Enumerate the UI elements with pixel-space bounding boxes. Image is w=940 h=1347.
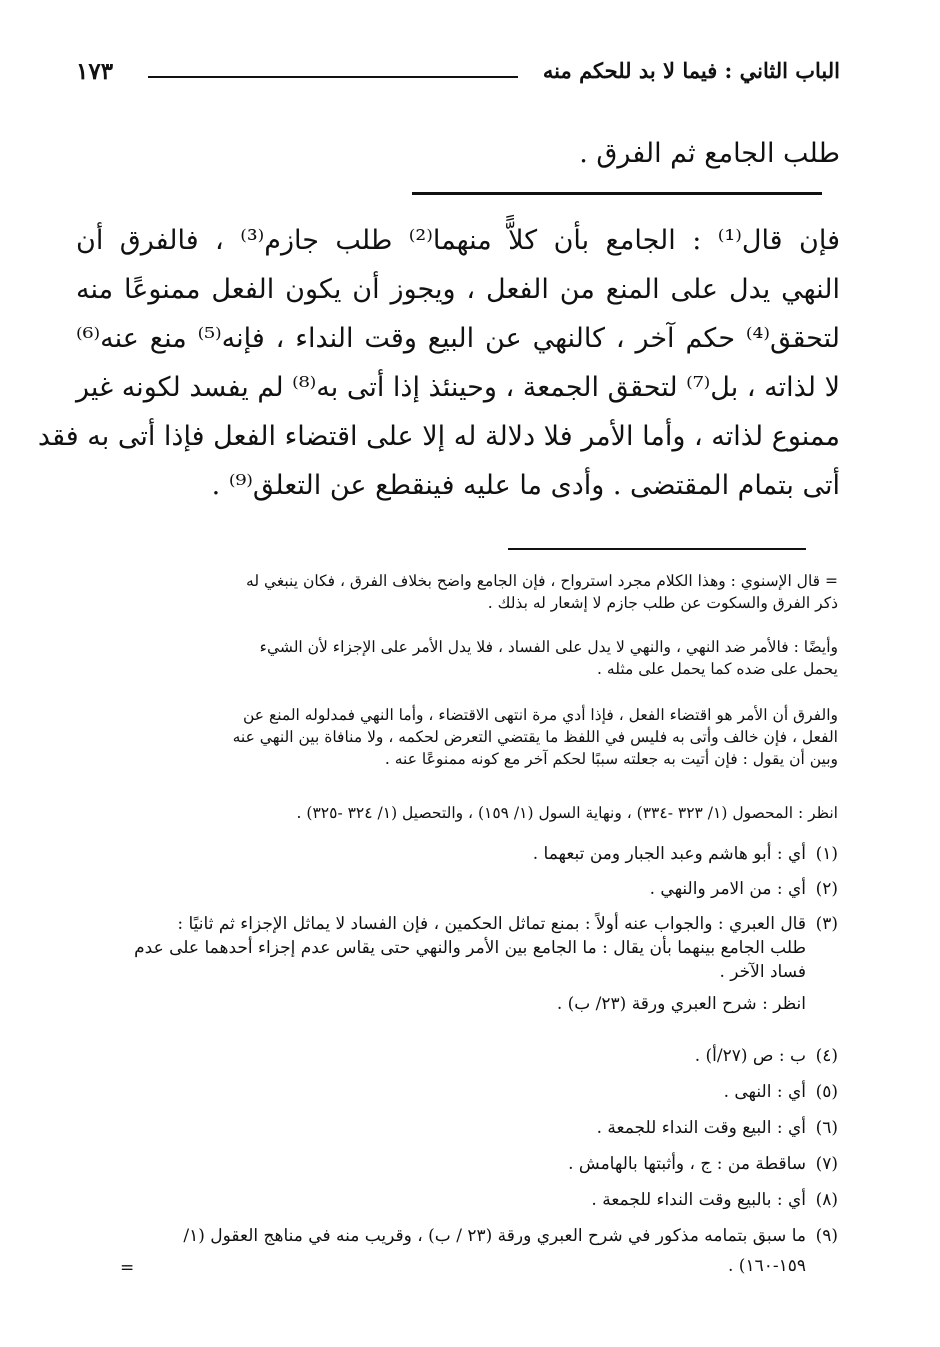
footnote-2	[78, 877, 838, 901]
previous-text-tail: طلب الجامع ثم الفرق .	[579, 138, 840, 169]
header-rule	[148, 76, 518, 78]
footnote-number: (٨)	[815, 1190, 838, 1210]
footnote-text: ساقطة من : ج ، وأثبتها بالهامش .	[568, 1154, 806, 1174]
main-paragraph	[37, 216, 840, 510]
continuation-mark: =	[120, 1258, 135, 1278]
footnote-line: ذكر الفرق والسكوت عن طلب جازم لا إشعار له بذلك .	[487, 594, 838, 612]
continued-footnote-1	[98, 570, 838, 614]
main-line: فإن قال⁽¹⁾ : الجامع بأن كلاًّ منهما⁽²⁾ طلب جازم⁽³⁾ ، فالفرق أن	[76, 225, 840, 256]
footnote-number: (٥)	[815, 1082, 838, 1102]
footnote-separator	[508, 548, 806, 550]
footnote-5	[78, 1080, 838, 1104]
footnote-3	[78, 912, 838, 1016]
footnote-line: انظر : المحصول (١/ ٣٢٣ -٣٣٤) ، ونهاية السول (١/ ١٥٩) ، والتحصيل (١/ ٣٢٤ -٣٢٥) .	[296, 804, 838, 822]
footnote-text: أي : أبو هاشم وعبد الجبار ومن تبعهما .	[532, 844, 806, 864]
footnote-number: (٧)	[815, 1154, 838, 1174]
main-line: لا لذاته ، بل⁽⁷⁾ لتحقق الجمعة ، وحينئذ إذا أتى به⁽⁸⁾ لم يفسد لكونه غير	[75, 372, 840, 403]
footnote-line: = قال الإسنوي : وهذا الكلام مجرد استرواح ، فإن الجامع واضح بخلاف الفرق ، فكان ينبغي له	[246, 572, 838, 590]
footnote-line: يحمل على ضده كما يحمل على مثله .	[597, 660, 838, 678]
footnote-number: (٦)	[815, 1118, 838, 1138]
footnote-number: (٢)	[815, 879, 838, 899]
footnote-line: الفعل ، فإن خالف وأتى به فليس في اللفظ ما يقتضي التعرض لحكمه ، ولا منافاة بين النهي عنه	[232, 728, 838, 746]
main-line: لتحقق⁽⁴⁾ حكم آخر ، كالنهي عن البيع وقت النداء ، فإنه⁽⁵⁾ منع عنه⁽⁶⁾	[76, 323, 840, 354]
footnote-number: (٤)	[815, 1046, 838, 1066]
footnote-text: أي : البيع وقت النداء للجمعة .	[596, 1118, 806, 1138]
footnote-text: طلب الجامع بينهما بأن يقال : ما الجامع بين الأمر والنهي حتى يقاس عدم إجزاء أحدهما على عدم	[134, 938, 806, 958]
main-line: أتى بتمام المقتضى . وأدى ما عليه فينقطع عن التعلق⁽⁹⁾ .	[211, 470, 840, 501]
footnote-number: (٩)	[815, 1226, 838, 1246]
footnote-text: ب : ص (٢٧/أ) .	[694, 1046, 806, 1066]
main-line: ممنوع لذاته ، وأما الأمر فلا دلالة له إلا على اقتضاء الفعل فإذا أتى به فقد	[37, 421, 840, 452]
footnote-6	[78, 1116, 838, 1140]
footnote-1	[78, 842, 838, 866]
footnote-4	[78, 1044, 838, 1068]
footnote-text: أي : من الامر والنهي .	[649, 879, 806, 899]
footnote-text: قال العبري : والجواب عنه أولاً : بمنع تماثل الحكمين ، فإن الفساد لا يماثل الإجزاء ثم ثانيًا :	[177, 914, 806, 934]
continued-footnote-3	[98, 704, 838, 770]
footnote-number: (١)	[815, 844, 838, 864]
footnote-text: أي : النهى .	[723, 1082, 806, 1102]
footnote-text: أي : بالبيع وقت النداء للجمعة .	[591, 1190, 806, 1210]
continued-footnote-4	[98, 802, 838, 824]
footnote-7	[78, 1152, 838, 1176]
footnote-line: وبين أن يقول : فإن أتيت به جعلته سببًا لحكم آخر مع كونه ممنوعًا عنه .	[384, 750, 838, 768]
footnote-9	[78, 1224, 838, 1278]
chapter-title: الباب الثاني : فيما لا بد للحكم منه	[542, 58, 840, 83]
footnote-number: (٣)	[815, 914, 838, 934]
footnote-line: وأيضًا : فالأمر ضد النهي ، والنهي لا يدل على الفساد ، فلا يدل الأمر على الإجزاء لأن الشيء	[259, 638, 838, 656]
continued-footnote-2	[98, 636, 838, 680]
page-number: ١٧٣	[76, 58, 114, 85]
footnote-text: ما سبق بتمامه مذكور في شرح العبري ورقة (٢٣ / ب) ، وقريب منه في مناهج العقول (١/	[183, 1226, 806, 1246]
footnote-line: والفرق أن الأمر هو اقتضاء الفعل ، فإذا أدي مرة انتهى الاقتضاء ، وأما النهي فمدلوله المنع عن	[242, 706, 838, 724]
footnote-text: انظر : شرح العبري ورقة (٢٣/ ب) .	[556, 994, 806, 1014]
footnote-text: ١٥٩-١٦٠) .	[727, 1256, 806, 1276]
main-line: النهي يدل على المنع من الفعل ، ويجوز أن يكون الفعل ممنوعًا منه	[76, 274, 840, 305]
footnote-text: فساد الآخر .	[719, 962, 806, 982]
footnote-8	[78, 1188, 838, 1212]
section-rule	[412, 192, 822, 195]
